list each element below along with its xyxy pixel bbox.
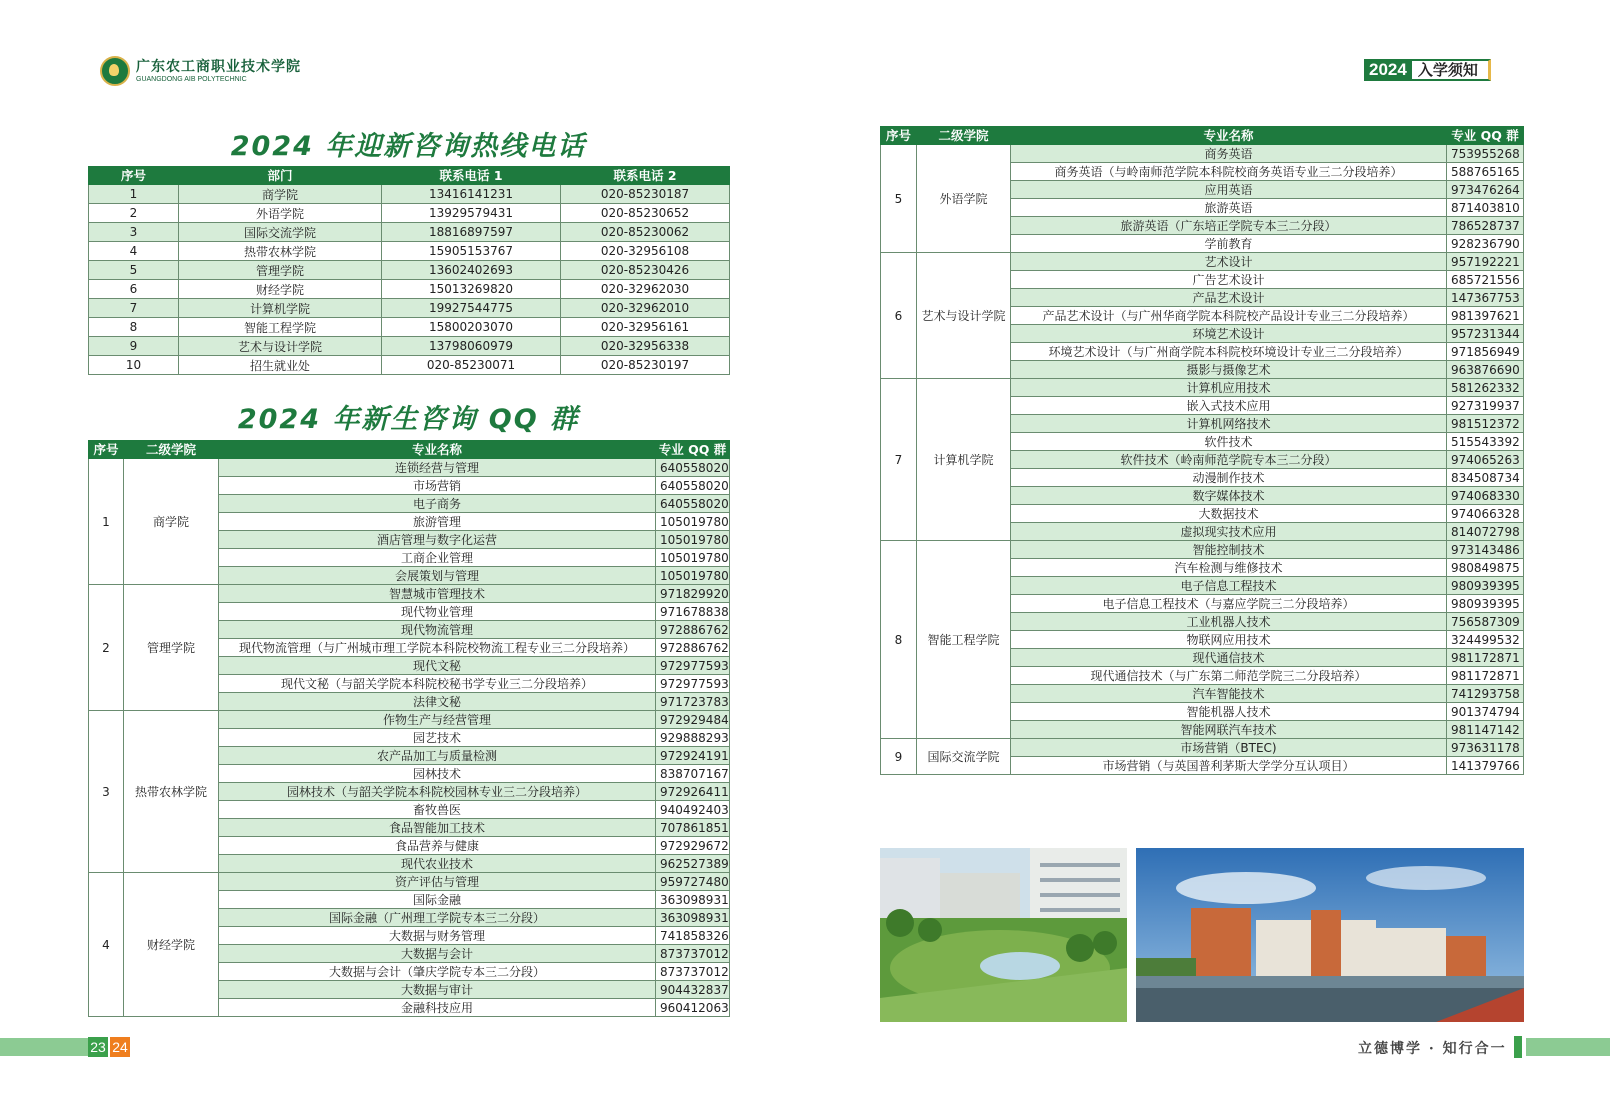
qq-group-id: 980939395 <box>1447 595 1524 613</box>
qq-group-number: 8 <box>881 541 917 739</box>
hotline-row <box>89 242 730 261</box>
qq-group-id: 873737012 <box>656 945 730 963</box>
qq-major-name: 电子信息工程技术 <box>1011 577 1447 595</box>
hotline-header-cell: 序号 <box>89 167 179 185</box>
qq-row <box>881 253 1524 271</box>
hotline-cell: 13602402693 <box>382 261 561 280</box>
qq-group-college: 智能工程学院 <box>917 541 1011 739</box>
qq-group-id: 974066328 <box>1447 505 1524 523</box>
qq-group-number: 4 <box>89 873 124 1017</box>
qq-header-cell: 专业名称 <box>219 441 656 459</box>
qq-group-college: 管理学院 <box>124 585 219 711</box>
qq-group-college: 国际交流学院 <box>917 739 1011 775</box>
qq-major-name: 商务英语 <box>1011 145 1447 163</box>
hotline-cell: 020-85230187 <box>561 185 730 204</box>
qq-group-id: 147367753 <box>1447 289 1524 307</box>
qq-major-name: 现代通信技术 <box>1011 649 1447 667</box>
hotline-row <box>89 204 730 223</box>
qq-major-name: 大数据与会计 <box>219 945 656 963</box>
hotline-cell: 财经学院 <box>179 280 382 299</box>
qq-group-college: 艺术与设计学院 <box>917 253 1011 379</box>
qq-group-college: 热带农林学院 <box>124 711 219 873</box>
qq-major-name: 园林技术（与韶关学院本科院校园林专业三二分段培养） <box>219 783 656 801</box>
qq-group-id: 927319937 <box>1447 397 1524 415</box>
qq-major-name: 现代农业技术 <box>219 855 656 873</box>
qq-group-id: 960412063 <box>656 999 730 1017</box>
hotline-cell: 7 <box>89 299 179 318</box>
footer-right-accent <box>1514 1036 1522 1058</box>
qq-major-name: 园林技术 <box>219 765 656 783</box>
qq-major-name: 汽车智能技术 <box>1011 685 1447 703</box>
qq-group-id: 515543392 <box>1447 433 1524 451</box>
logo-chinese-name: 广东农工商职业技术学院 <box>136 58 301 75</box>
qq-major-name: 数字媒体技术 <box>1011 487 1447 505</box>
qq-group-id: 363098931 <box>656 891 730 909</box>
qq-group-id: 940492403 <box>656 801 730 819</box>
qq-group-id: 972929484 <box>656 711 730 729</box>
qq-group-id: 981172871 <box>1447 649 1524 667</box>
qq-row <box>881 541 1524 559</box>
page-number-left: 23 <box>88 1037 108 1057</box>
qq-group-id: 741858326 <box>656 927 730 945</box>
qq-group-id: 871403810 <box>1447 199 1524 217</box>
hotline-cell: 020-32956161 <box>561 318 730 337</box>
qq-row <box>89 459 730 477</box>
qq-header-cell: 序号 <box>881 127 917 145</box>
qq-group-id: 105019780 <box>656 549 730 567</box>
hotline-cell: 13929579431 <box>382 204 561 223</box>
qq-table-left-header <box>89 441 730 459</box>
qq-major-name: 计算机网络技术 <box>1011 415 1447 433</box>
qq-group-id: 971678838 <box>656 603 730 621</box>
qq-major-name: 大数据与财务管理 <box>219 927 656 945</box>
qq-major-name: 汽车检测与维修技术 <box>1011 559 1447 577</box>
qq-group-id: 972886762 <box>656 621 730 639</box>
qq-group-id: 971723783 <box>656 693 730 711</box>
qq-group-id: 707861851 <box>656 819 730 837</box>
campus-garden-photo <box>880 848 1127 1022</box>
hotline-cell: 5 <box>89 261 179 280</box>
qq-group-id: 363098931 <box>656 909 730 927</box>
hotline-cell: 15013269820 <box>382 280 561 299</box>
qq-major-name: 作物生产与经营管理 <box>219 711 656 729</box>
qq-group-number: 1 <box>89 459 124 585</box>
qq-group-id: 105019780 <box>656 513 730 531</box>
qq-group-id: 814072798 <box>1447 523 1524 541</box>
qq-group-number: 5 <box>881 145 917 253</box>
qq-group-id: 904432837 <box>656 981 730 999</box>
qq-header-cell: 二级学院 <box>917 127 1011 145</box>
qq-major-name: 软件技术 <box>1011 433 1447 451</box>
qq-group-college: 外语学院 <box>917 145 1011 253</box>
hotline-cell: 10 <box>89 356 179 375</box>
header-label: 入学须知 <box>1412 59 1491 81</box>
qq-group-id: 786528737 <box>1447 217 1524 235</box>
hotline-cell: 外语学院 <box>179 204 382 223</box>
qq-major-name: 市场营销（与英国普利茅斯大学学分互认项目） <box>1011 757 1447 775</box>
hotline-cell: 020-85230426 <box>561 261 730 280</box>
hotline-row <box>89 280 730 299</box>
qq-group-id: 972929672 <box>656 837 730 855</box>
qq-major-name: 现代通信技术（与广东第二师范学院三二分段培养） <box>1011 667 1447 685</box>
hotline-header-cell: 部门 <box>179 167 382 185</box>
qq-group-id: 971856949 <box>1447 343 1524 361</box>
qq-group-id: 588765165 <box>1447 163 1524 181</box>
qq-group-number: 9 <box>881 739 917 775</box>
hotline-cell: 3 <box>89 223 179 242</box>
hotline-cell: 1 <box>89 185 179 204</box>
qq-major-name: 虚拟现实技术应用 <box>1011 523 1447 541</box>
hotline-cell: 15800203070 <box>382 318 561 337</box>
qq-row <box>89 585 730 603</box>
hotline-cell: 4 <box>89 242 179 261</box>
qq-group-number: 2 <box>89 585 124 711</box>
qq-major-name: 园艺技术 <box>219 729 656 747</box>
hotline-row <box>89 337 730 356</box>
qq-major-name: 电子商务 <box>219 495 656 513</box>
qq-group-id: 640558020 <box>656 477 730 495</box>
qq-group-id: 973143486 <box>1447 541 1524 559</box>
qq-row <box>881 145 1524 163</box>
qq-major-name: 动漫制作技术 <box>1011 469 1447 487</box>
hotline-cell: 020-85230071 <box>382 356 561 375</box>
qq-major-name: 现代文秘（与韶关学院本科院校秘书学专业三二分段培养） <box>219 675 656 693</box>
logo-english-name: GUANGDONG AIB POLYTECHNIC <box>136 75 247 83</box>
qq-group-college: 商学院 <box>124 459 219 585</box>
qq-group-id: 980849875 <box>1447 559 1524 577</box>
qq-group-id: 962527389 <box>656 855 730 873</box>
campus-assembly-photo <box>1136 848 1524 1022</box>
school-motto: 立德博学 · 知行合一 <box>1358 1041 1507 1057</box>
qq-major-name: 产品艺术设计 <box>1011 289 1447 307</box>
qq-header-cell: 二级学院 <box>124 441 219 459</box>
qq-group-id: 929888293 <box>656 729 730 747</box>
qq-group-id: 974065263 <box>1447 451 1524 469</box>
qq-major-name: 国际金融 <box>219 891 656 909</box>
qq-table-left <box>88 440 730 1017</box>
qq-group-id: 957192221 <box>1447 253 1524 271</box>
qq-group-college: 财经学院 <box>124 873 219 1017</box>
qq-major-name: 酒店管理与数字化运营 <box>219 531 656 549</box>
hotline-row <box>89 223 730 242</box>
footer-left-bar <box>0 1038 88 1056</box>
hotline-cell: 9 <box>89 337 179 356</box>
page-number-right: 24 <box>110 1037 130 1057</box>
qq-major-name: 大数据与审计 <box>219 981 656 999</box>
qq-major-name: 智能网联汽车技术 <box>1011 721 1447 739</box>
qq-header-cell: 专业名称 <box>1011 127 1447 145</box>
hotline-cell: 热带农林学院 <box>179 242 382 261</box>
qq-major-name: 农产品加工与质量检测 <box>219 747 656 765</box>
school-emblem-icon <box>100 56 130 86</box>
qq-major-name: 食品智能加工技术 <box>219 819 656 837</box>
qq-group-id: 640558020 <box>656 495 730 513</box>
hotline-cell: 智能工程学院 <box>179 318 382 337</box>
qq-major-name: 学前教育 <box>1011 235 1447 253</box>
qq-major-name: 电子信息工程技术（与嘉应学院三二分段培养） <box>1011 595 1447 613</box>
hotline-cell: 020-85230652 <box>561 204 730 223</box>
hotline-cell: 020-32956338 <box>561 337 730 356</box>
hotline-row <box>89 185 730 204</box>
qq-major-name: 连锁经营与管理 <box>219 459 656 477</box>
qq-major-name: 旅游管理 <box>219 513 656 531</box>
hotline-cell: 6 <box>89 280 179 299</box>
qq-major-name: 广告艺术设计 <box>1011 271 1447 289</box>
qq-major-name: 法律文秘 <box>219 693 656 711</box>
qq-group-id: 974068330 <box>1447 487 1524 505</box>
qq-row <box>89 873 730 891</box>
qq-major-name: 国际金融（广州理工学院专本三二分段） <box>219 909 656 927</box>
qq-major-name: 旅游英语 <box>1011 199 1447 217</box>
qq-group-id: 838707167 <box>656 765 730 783</box>
header-year: 2024 <box>1364 59 1412 81</box>
qq-group-id: 972926411 <box>656 783 730 801</box>
qq-major-name: 食品营养与健康 <box>219 837 656 855</box>
qq-major-name: 旅游英语（广东培正学院专本三二分段） <box>1011 217 1447 235</box>
qq-group-id: 971829920 <box>656 585 730 603</box>
qq-group-number: 3 <box>89 711 124 873</box>
hotline-cell: 020-32956108 <box>561 242 730 261</box>
qq-group-id: 981172871 <box>1447 667 1524 685</box>
qq-major-name: 现代物业管理 <box>219 603 656 621</box>
qq-major-name: 环境艺术设计（与广州商学院本科院校环境设计专业三二分段培养） <box>1011 343 1447 361</box>
hotline-cell: 国际交流学院 <box>179 223 382 242</box>
section-header <box>1364 59 1491 81</box>
qq-group-id: 105019780 <box>656 531 730 549</box>
footer-right-bar <box>1526 1038 1610 1056</box>
qq-major-name: 畜牧兽医 <box>219 801 656 819</box>
hotline-cell: 2 <box>89 204 179 223</box>
hotline-cell: 18816897597 <box>382 223 561 242</box>
school-logo <box>100 56 301 86</box>
qq-header-cell: 专业 QQ 群 <box>1447 127 1524 145</box>
qq-group-id: 972924191 <box>656 747 730 765</box>
qq-group-id: 685721556 <box>1447 271 1524 289</box>
qq-major-name: 会展策划与管理 <box>219 567 656 585</box>
qq-group-id: 972886762 <box>656 639 730 657</box>
qq-group-id: 957231344 <box>1447 325 1524 343</box>
hotline-cell: 商学院 <box>179 185 382 204</box>
hotline-cell: 8 <box>89 318 179 337</box>
hotline-row <box>89 261 730 280</box>
qq-major-name: 市场营销（BTEC) <box>1011 739 1447 757</box>
qq-group-college: 计算机学院 <box>917 379 1011 541</box>
hotline-cell: 020-32962010 <box>561 299 730 318</box>
qq-group-id: 973631178 <box>1447 739 1524 757</box>
qq-major-name: 市场营销 <box>219 477 656 495</box>
qq-major-name: 计算机应用技术 <box>1011 379 1447 397</box>
qq-major-name: 智能控制技术 <box>1011 541 1447 559</box>
hotline-table-header <box>89 167 730 185</box>
qq-group-id: 141379766 <box>1447 757 1524 775</box>
hotline-cell: 管理学院 <box>179 261 382 280</box>
hotline-cell: 艺术与设计学院 <box>179 337 382 356</box>
qq-major-name: 应用英语 <box>1011 181 1447 199</box>
qq-major-name: 工业机器人技术 <box>1011 613 1447 631</box>
hotline-cell: 13798060979 <box>382 337 561 356</box>
qq-major-name: 金融科技应用 <box>219 999 656 1017</box>
qq-group-number: 6 <box>881 253 917 379</box>
hotline-header-cell: 联系电话 1 <box>382 167 561 185</box>
hotline-cell: 020-32962030 <box>561 280 730 299</box>
qq-group-id: 741293758 <box>1447 685 1524 703</box>
hotline-cell: 13416141231 <box>382 185 561 204</box>
qq-group-id: 324499532 <box>1447 631 1524 649</box>
qq-group-id: 963876690 <box>1447 361 1524 379</box>
qq-group-id: 753955268 <box>1447 145 1524 163</box>
qq-group-id: 640558020 <box>656 459 730 477</box>
qq-group-number: 7 <box>881 379 917 541</box>
qq-row <box>89 711 730 729</box>
qq-major-name: 智能机器人技术 <box>1011 703 1447 721</box>
qq-group-id: 981147142 <box>1447 721 1524 739</box>
qq-group-id: 972977593 <box>656 657 730 675</box>
qq-major-name: 软件技术（岭南师范学院专本三二分段） <box>1011 451 1447 469</box>
qq-group-id: 928236790 <box>1447 235 1524 253</box>
hotline-row <box>89 356 730 375</box>
qq-group-id: 981512372 <box>1447 415 1524 433</box>
qq-group-id: 972977593 <box>656 675 730 693</box>
qq-table-right <box>880 126 1524 775</box>
qq-major-name: 工商企业管理 <box>219 549 656 567</box>
hotline-cell: 19927544775 <box>382 299 561 318</box>
qq-major-name: 现代物流管理（与广州城市理工学院本科院校物流工程专业三二分段培养） <box>219 639 656 657</box>
qq-group-id: 973476264 <box>1447 181 1524 199</box>
qq-group-id: 873737012 <box>656 963 730 981</box>
hotline-cell: 020-85230197 <box>561 356 730 375</box>
hotline-row <box>89 318 730 337</box>
hotline-header-cell: 联系电话 2 <box>561 167 730 185</box>
qq-group-id: 581262332 <box>1447 379 1524 397</box>
qq-major-name: 商务英语（与岭南师范学院本科院校商务英语专业三二分段培养） <box>1011 163 1447 181</box>
qq-major-name: 摄影与摄像艺术 <box>1011 361 1447 379</box>
qq-major-name: 智慧城市管理技术 <box>219 585 656 603</box>
qq-table-right-header <box>881 127 1524 145</box>
hotline-cell: 招生就业处 <box>179 356 382 375</box>
qq-group-id: 901374794 <box>1447 703 1524 721</box>
qq-title: 2024 年新生咨询 QQ 群 <box>237 404 580 435</box>
qq-row <box>881 379 1524 397</box>
qq-group-id: 834508734 <box>1447 469 1524 487</box>
qq-group-id: 981397621 <box>1447 307 1524 325</box>
qq-major-name: 环境艺术设计 <box>1011 325 1447 343</box>
qq-major-name: 现代文秘 <box>219 657 656 675</box>
qq-major-name: 产品艺术设计（与广州华商学院本科院校产品设计专业三二分段培养） <box>1011 307 1447 325</box>
qq-major-name: 现代物流管理 <box>219 621 656 639</box>
hotline-cell: 15905153767 <box>382 242 561 261</box>
hotline-title: 2024 年迎新咨询热线电话 <box>230 131 587 162</box>
qq-header-cell: 序号 <box>89 441 124 459</box>
qq-header-cell: 专业 QQ 群 <box>656 441 730 459</box>
qq-major-name: 大数据技术 <box>1011 505 1447 523</box>
qq-group-id: 980939395 <box>1447 577 1524 595</box>
qq-major-name: 资产评估与管理 <box>219 873 656 891</box>
hotline-cell: 020-85230062 <box>561 223 730 242</box>
qq-group-id: 959727480 <box>656 873 730 891</box>
qq-major-name: 大数据与会计（肇庆学院专本三二分段） <box>219 963 656 981</box>
qq-group-id: 105019780 <box>656 567 730 585</box>
qq-row <box>881 739 1524 757</box>
qq-group-id: 756587309 <box>1447 613 1524 631</box>
qq-major-name: 艺术设计 <box>1011 253 1447 271</box>
qq-major-name: 物联网应用技术 <box>1011 631 1447 649</box>
hotline-cell: 计算机学院 <box>179 299 382 318</box>
hotline-table <box>88 166 730 375</box>
qq-major-name: 嵌入式技术应用 <box>1011 397 1447 415</box>
hotline-row <box>89 299 730 318</box>
